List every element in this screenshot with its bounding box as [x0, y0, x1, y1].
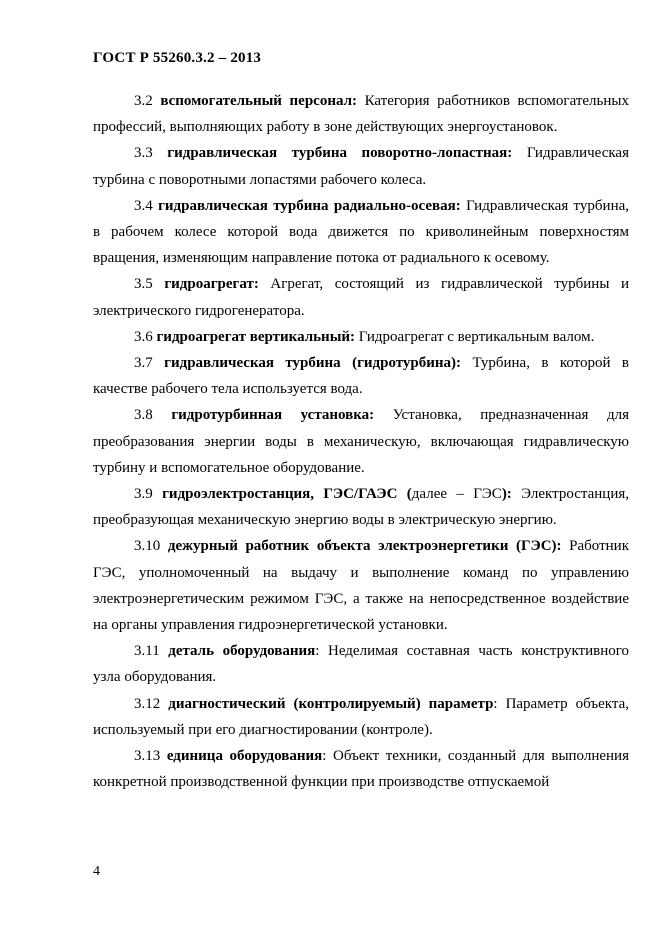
definition-3-5 — [93, 271, 629, 323]
definition-text: Установка, предназначенная для преобразования энергии воды в механическую, включающая гидравлическую турбину и вспомогательное оборудование. — [93, 407, 629, 476]
definition-3-8 — [93, 402, 629, 481]
term: гидравлическая турбина радиально-осевая: — [158, 197, 461, 214]
definition-text: Турбина, в которой в качестве рабочего тела используется вода. — [93, 355, 630, 398]
term: гидравлическая турбина (гидротурбина): — [164, 355, 462, 372]
definition-text: : Параметр объекта, используемый при его диагностировании (контроле). — [93, 695, 629, 738]
definition-text: Категория работников вспомогательных профессий, выполняющих работу в зоне действующих энергоустановок. — [93, 93, 629, 136]
item-number: 3.8 — [134, 407, 153, 424]
definition-3-10 — [93, 533, 629, 638]
term: деталь оборудования — [168, 643, 316, 660]
definition-text: : Объект техники, созданный для выполнения конкретной производственной функции при производстве отпускаемой — [93, 748, 629, 791]
term: дежурный работник объекта электроэнергетики (ГЭС): — [167, 538, 562, 555]
definition-3-11 — [93, 638, 629, 690]
term: гидротурбинная установка: — [171, 407, 375, 424]
definition-3-7 — [93, 350, 629, 402]
item-number: 3.5 — [134, 276, 153, 293]
item-number: 3.9 — [134, 486, 153, 503]
definition-text: Гидравлическая турбина с поворотными лопастями рабочего колеса. — [93, 145, 629, 188]
definition-text: далее – ГЭС — [411, 486, 502, 503]
item-number: 3.4 — [134, 197, 153, 214]
item-number: 3.10 — [134, 538, 161, 555]
definition-text: Электростанция, преобразующая механическую энергию воды в электрическую энергию. — [93, 486, 629, 529]
page-number: 4 — [93, 864, 100, 879]
term: диагностический (контролируемый) параметр — [168, 695, 494, 712]
definition-3-13 — [93, 743, 629, 795]
term: гидроагрегат: — [164, 276, 259, 293]
definition-3-12 — [93, 691, 629, 743]
definition-text: Гидравлическая турбина, в рабочем колесе которой вода движется по криволинейным поверхностям вращения, изменяющим направление потока от радиального к осевому. — [93, 197, 630, 267]
item-number: 3.12 — [134, 695, 161, 712]
item-number: 3.7 — [134, 355, 153, 372]
term: гидроэлектростанция, ГЭС/ГАЭС ( — [162, 486, 412, 503]
term: гидроагрегат вертикальный: — [156, 328, 356, 345]
definition-3-3 — [93, 140, 629, 192]
item-number: 3.2 — [134, 93, 153, 109]
item-number: 3.11 — [134, 643, 160, 660]
document-header: ГОСТ Р 55260.3.2 – 2013 — [93, 50, 262, 66]
definition-3-9 — [93, 481, 629, 533]
definition-3-2 — [93, 88, 629, 140]
item-number: 3.6 — [134, 328, 153, 345]
term: гидравлическая турбина поворотно-лопастная: — [167, 145, 513, 162]
definition-3-4 — [93, 193, 629, 272]
term: ): — [501, 486, 512, 503]
definition-text: Работник ГЭС, уполномоченный на выдачу и выполнение команд по управлению электроэнергетическим режимом ГЭС, а также на непосредственное воздействие на органы управления гидроэнергетической установки. — [93, 538, 629, 634]
term: вспомогательный персонал: — [160, 93, 357, 109]
document-body — [93, 88, 629, 795]
definition-text: : Неделимая составная часть конструктивного узла оборудования. — [93, 643, 630, 686]
definition-text: Гидроагрегат с вертикальным валом. — [355, 328, 595, 345]
item-number: 3.13 — [134, 748, 161, 765]
term: единица оборудования — [166, 748, 323, 765]
item-number: 3.3 — [134, 145, 153, 162]
definition-3-6 — [93, 324, 629, 350]
definition-text: Агрегат, состоящий из гидравлической турбины и электрического гидрогенератора. — [93, 276, 630, 319]
